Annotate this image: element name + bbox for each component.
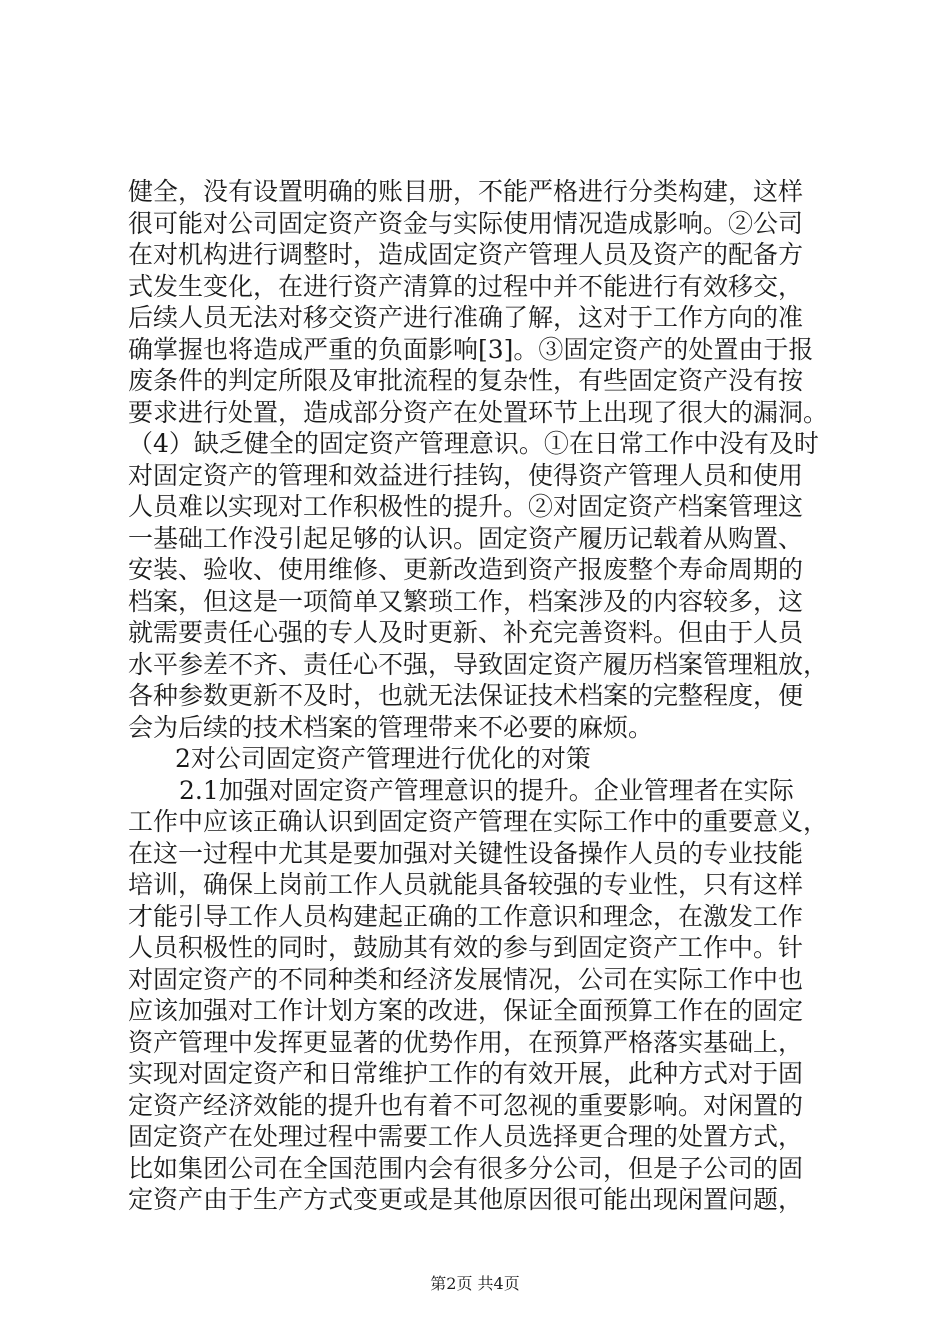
text-line: 工作中应该正确认识到固定资产管理在实际工作中的重要意义，: [128, 807, 829, 836]
text-line: 培训，确保上岗前工作人员就能具备较强的专业性，只有这样: [128, 870, 804, 899]
text-line: 很可能对公司固定资产资金与实际使用情况造成影响。②公司: [128, 208, 804, 238]
text-line: 式发生变化，在进行资产清算的过程中并不能进行有效移交，: [128, 271, 804, 301]
text-line: 定资产经济效能的提升也有着不可忽视的重要影响。对闲置的: [128, 1090, 804, 1120]
text-line: 定资产由于生产方式变更或是其他原因很可能出现闲置问题，: [128, 1185, 804, 1214]
text-line: 健全，没有设置明确的账目册，不能严格进行分类构建，这样: [128, 177, 804, 206]
text-line: 对固定资产的不同种类和经济发展情况，公司在实际工作中也: [128, 964, 804, 994]
text-line: 确掌握也将造成严重的负面影响[3]。③固定资产的处置由于报: [128, 334, 814, 364]
text-line: 在对机构进行调整时，造成固定资产管理人员及资产的配备方: [128, 240, 804, 269]
section-heading: 2对公司固定资产管理进行优化的对策: [175, 744, 591, 773]
text-line: 人员积极性的同时，鼓励其有效的参与到固定资产工作中。针: [128, 933, 804, 962]
text-line: 就需要责任心强的专人及时更新、补充完善资料。但由于人员: [128, 618, 804, 647]
text-line: 安装、验收、使用维修、更新改造到资产报废整个寿命周期的: [128, 555, 804, 584]
body-text: [128, 176, 833, 1216]
subsection-lead-line: 2.1加强对固定资产管理意识的提升。企业管理者在实际: [179, 775, 794, 805]
text-line: 要求进行处置，造成部分资产在处置环节上出现了很大的漏洞。: [128, 397, 829, 427]
text-line: 后续人员无法对移交资产进行准确了解，这对于工作方向的准: [128, 303, 804, 332]
text-line: 在这一过程中尤其是要加强对关键性设备操作人员的专业技能: [128, 838, 804, 868]
text-line: 实现对固定资产和日常维护工作的有效开展，此种方式对于固: [128, 1059, 804, 1088]
text-line: 一基础工作没引起足够的认识。固定资产履历记载着从购置、: [128, 523, 804, 553]
page-footer: [0, 1274, 950, 1294]
text-line: 水平参差不齐、责任心不强，导致固定资产履历档案管理粗放，: [128, 649, 829, 679]
text-line: 废条件的判定所限及审批流程的复杂性，有些固定资产没有按: [128, 366, 804, 395]
text-line: 档案，但这是一项简单又繁琐工作，档案涉及的内容较多，这: [128, 586, 804, 616]
text-line: 资产管理中发挥更显著的优势作用，在预算严格落实基础上，: [128, 1027, 804, 1057]
text-line: 各种参数更新不及时，也就无法保证技术档案的完整程度，便: [128, 681, 804, 710]
text-line: 人员难以实现对工作积极性的提升。②对固定资产档案管理这: [128, 492, 804, 521]
text-line: 会为后续的技术档案的管理带来不必要的麻烦。: [128, 712, 654, 742]
text-line: 比如集团公司在全国范围内会有很多分公司，但是子公司的固: [128, 1153, 804, 1183]
text-line: （4）缺乏健全的固定资产管理意识。①在日常工作中没有及时: [128, 429, 819, 458]
page-number-label: 第2页 共4页: [430, 1274, 520, 1293]
text-line: 才能引导工作人员构建起正确的工作意识和理念，在激发工作: [128, 901, 804, 931]
text-line: 固定资产在处理过程中需要工作人员选择更合理的处置方式，: [128, 1122, 804, 1151]
text-line: 对固定资产的管理和效益进行挂钩，使得资产管理人员和使用: [128, 460, 804, 490]
text-line: 应该加强对工作计划方案的改进，保证全面预算工作在的固定: [128, 996, 804, 1025]
